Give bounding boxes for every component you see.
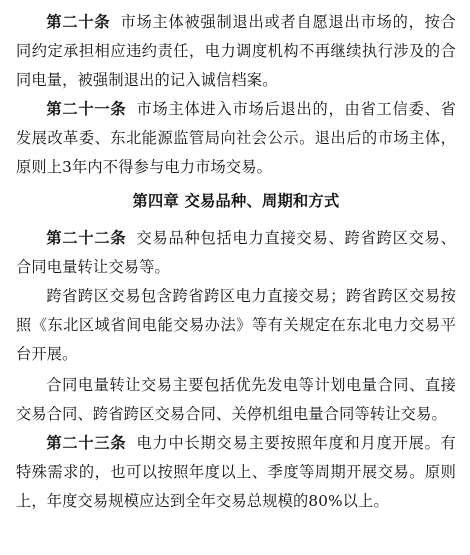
chapter-heading: 第四章 交易品种、周期和方式 xyxy=(132,192,340,210)
article-23 xyxy=(16,429,456,516)
article-21 xyxy=(16,95,456,182)
article-22 xyxy=(16,224,456,282)
article-20 xyxy=(16,8,456,95)
article-21-text: 市场主体进入市场后退出的，由省工信委、省发展改革委、东北能源监管局向社会公示。退出后的市场主体，原则上3年内不得参与电力市场交易。 xyxy=(16,100,457,176)
article-23-label: 第二十三条 xyxy=(46,434,127,452)
article-22-paragraph-3: 合同电量转让交易主要包括优先发电等计划电量合同、直接交易合同、跨省跨区交易合同、关停机组电量合同等转让交易。 xyxy=(16,376,456,423)
article-21-label: 第二十一条 xyxy=(46,100,127,118)
article-23-text: 电力中长期交易主要按照年度和月度开展。有特殊需求的，也可以按照年度以上、季度等周期开展交易。原则上，年度交易规模应达到全年交易总规模的80%以上。 xyxy=(16,434,457,510)
article-20-text: 市场主体被强制退出或者自愿退出市场的，按合同约定承担相应违约责任，电力调度机构不再继续执行涉及的合同电量，被强制退出的记入诚信档案。 xyxy=(16,13,456,89)
article-22-label: 第二十二条 xyxy=(46,229,127,247)
article-22-text: 交易品种包括电力直接交易、跨省跨区交易、合同电量转让交易等。 xyxy=(16,229,457,276)
article-20-label: 第二十条 xyxy=(46,13,111,31)
article-22-paragraph-2: 跨省跨区交易包含跨省跨区电力直接交易；跨省跨区交易按照《东北区域省间电能交易办法》等有关规定在东北电力交易平台开展。 xyxy=(16,287,456,363)
